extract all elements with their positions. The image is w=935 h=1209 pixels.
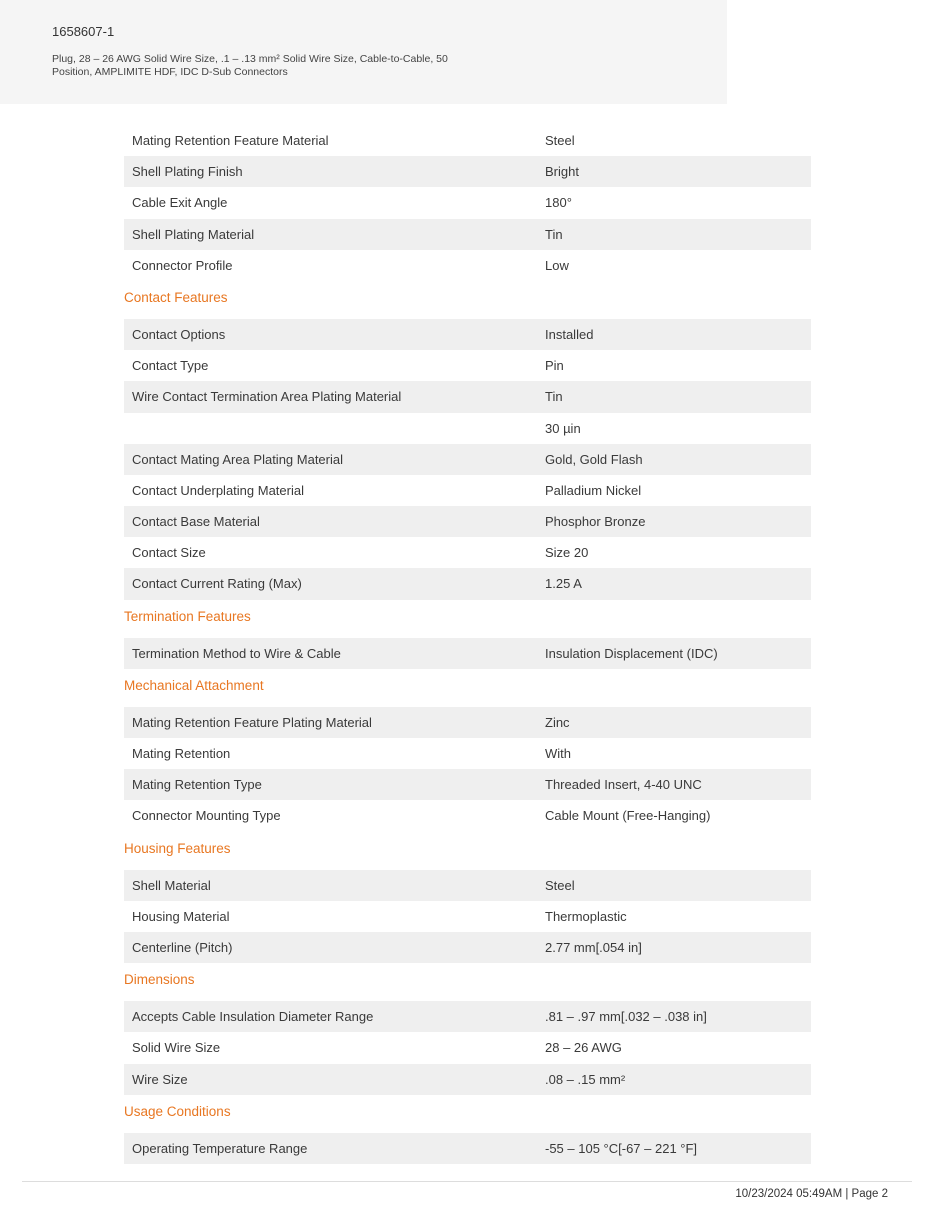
spec-value: 180° xyxy=(545,195,572,211)
spec-value: Size 20 xyxy=(545,545,589,561)
spec-label: Wire Size xyxy=(132,1071,188,1087)
spec-label: Contact Current Rating (Max) xyxy=(132,576,302,592)
spec-row xyxy=(124,638,811,669)
section-title: Usage Conditions xyxy=(124,1103,231,1119)
spec-value: Zinc xyxy=(545,714,570,730)
spec-label: Accepts Cable Insulation Diameter Range xyxy=(132,1009,374,1025)
section-heading-termination-features xyxy=(124,600,811,638)
spec-value: Steel xyxy=(545,133,575,148)
spec-row xyxy=(124,156,811,187)
spec-label: Centerline (Pitch) xyxy=(132,939,233,955)
spec-value: Tin xyxy=(545,389,563,405)
spec-label: Housing Material xyxy=(132,908,230,924)
spec-label: Connector Mounting Type xyxy=(132,808,281,824)
spec-value: 2.77 mm[.054 in] xyxy=(545,939,642,955)
spec-value: 30 µin xyxy=(545,420,581,436)
spec-value: 28 – 26 AWG xyxy=(545,1040,622,1056)
section-heading-housing-features xyxy=(124,832,811,870)
spec-label: Shell Material xyxy=(132,877,211,893)
spec-row xyxy=(124,125,811,156)
spec-value: Thermoplastic xyxy=(545,908,627,924)
footer-divider xyxy=(22,1181,912,1182)
spec-label: Shell Plating Finish xyxy=(132,164,243,180)
spec-row xyxy=(124,932,811,963)
spec-label: Contact Size xyxy=(132,545,206,561)
spec-value: Cable Mount (Free-Hanging) xyxy=(545,808,711,824)
spec-row xyxy=(124,1133,811,1164)
spec-row xyxy=(124,250,811,281)
spec-value: Tin xyxy=(545,226,563,242)
spec-label: Mating Retention Type xyxy=(132,777,262,793)
spec-value: Bright xyxy=(545,164,579,180)
spec-row xyxy=(124,413,811,444)
spec-value: .81 – .97 mm[.032 – .038 in] xyxy=(545,1009,707,1025)
spec-value: Insulation Displacement (IDC) xyxy=(545,645,718,661)
spec-value: Installed xyxy=(545,326,594,342)
spec-row xyxy=(124,707,811,738)
section-title: Termination Features xyxy=(124,608,251,624)
spec-row xyxy=(124,901,811,932)
section-heading-contact-features xyxy=(124,281,811,319)
spec-value: Threaded Insert, 4-40 UNC xyxy=(545,777,702,793)
spec-row xyxy=(124,870,811,901)
section-title: Mechanical Attachment xyxy=(124,677,264,693)
section-title: Housing Features xyxy=(124,840,231,856)
spec-label: Contact Options xyxy=(132,326,226,342)
spec-label: Mating Retention Feature Plating Material xyxy=(132,714,372,730)
spec-value: Palladium Nickel xyxy=(545,482,642,498)
part-number: 1658607-1 xyxy=(52,24,115,39)
spec-value: -55 – 105 °C[-67 – 221 °F] xyxy=(545,1140,698,1156)
spec-row xyxy=(124,1032,811,1063)
spec-row xyxy=(124,475,811,506)
section-heading-mechanical-attachment xyxy=(124,669,811,707)
section-heading-usage-conditions xyxy=(124,1095,811,1133)
spec-label: Shell Plating Material xyxy=(132,226,255,242)
spec-value: Gold, Gold Flash xyxy=(545,451,643,467)
spec-value: With xyxy=(545,746,571,761)
spec-label: Contact Type xyxy=(132,358,209,374)
spec-label: Contact Base Material xyxy=(132,514,260,530)
spec-value: .08 – .15 mm² xyxy=(545,1071,626,1087)
spec-row xyxy=(124,1064,811,1095)
spec-row xyxy=(124,187,811,218)
spec-row xyxy=(124,800,811,831)
spec-label: Mating Retention xyxy=(132,746,231,761)
spec-value: Steel xyxy=(545,877,575,893)
spec-table xyxy=(124,125,811,1164)
spec-row xyxy=(124,1001,811,1032)
spec-label: Mating Retention Feature Material xyxy=(132,133,329,148)
part-description: Plug, 28 – 26 AWG Solid Wire Size, .1 – .13 mm² Solid Wire Size, Cable-to-Cable, 50 Position, AMPLIMITE HDF, IDC D-Sub Connectors xyxy=(52,53,448,78)
spec-label: Operating Temperature Range xyxy=(132,1140,308,1156)
spec-row xyxy=(124,769,811,800)
spec-label: Connector Profile xyxy=(132,257,233,273)
spec-value: 1.25 A xyxy=(545,576,582,592)
spec-row xyxy=(124,506,811,537)
spec-row xyxy=(124,738,811,769)
spec-row xyxy=(124,219,811,250)
spec-label: Contact Mating Area Plating Material xyxy=(132,451,343,467)
spec-label: Wire Contact Termination Area Plating Material xyxy=(132,389,402,405)
document-header xyxy=(0,0,727,104)
spec-label: Solid Wire Size xyxy=(132,1040,221,1056)
spec-row xyxy=(124,350,811,381)
spec-row xyxy=(124,537,811,568)
spec-label: Contact Underplating Material xyxy=(132,482,304,498)
spec-row xyxy=(124,381,811,412)
section-heading-dimensions xyxy=(124,963,811,1001)
spec-row xyxy=(124,319,811,350)
spec-row xyxy=(124,568,811,599)
spec-label: Cable Exit Angle xyxy=(132,195,228,211)
section-title: Contact Features xyxy=(124,289,228,305)
spec-label: Termination Method to Wire & Cable xyxy=(132,645,341,661)
section-title: Dimensions xyxy=(124,972,195,988)
spec-value: Phosphor Bronze xyxy=(545,514,646,530)
spec-row xyxy=(124,444,811,475)
spec-value: Low xyxy=(545,257,569,273)
footer-timestamp-page: 10/23/2024 05:49AM | Page 2 xyxy=(735,1188,888,1200)
spec-value: Pin xyxy=(545,358,564,374)
